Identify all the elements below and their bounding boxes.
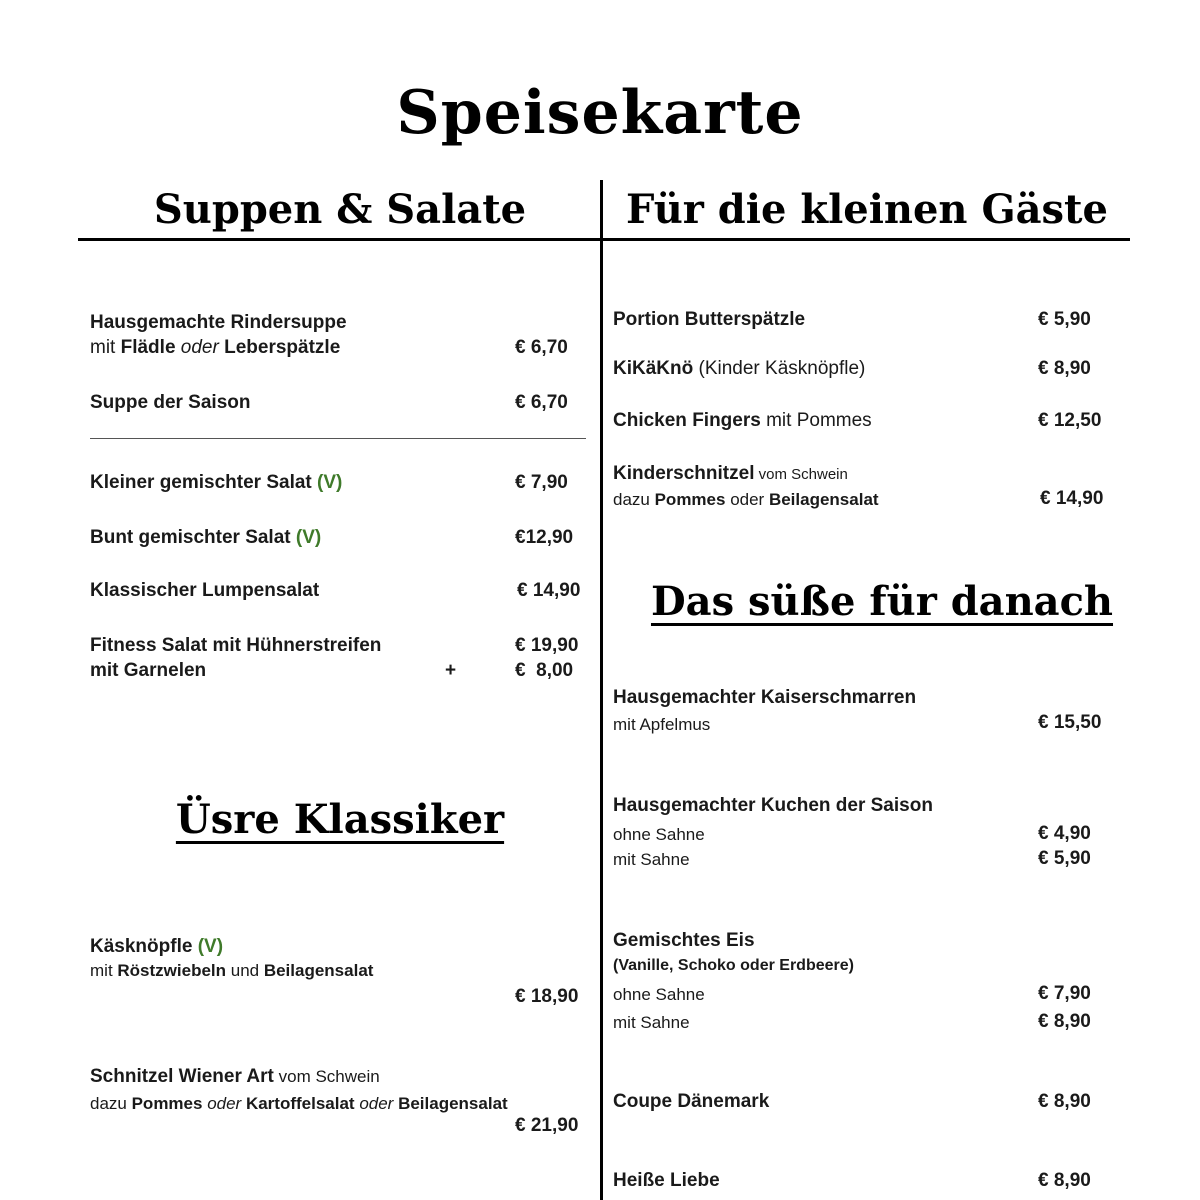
page-title: Speisekarte — [396, 78, 804, 148]
header-rule — [78, 238, 1130, 241]
menu-item-price: € 7,90 — [515, 472, 568, 493]
menu-item-price: € 4,90 — [1038, 823, 1091, 844]
menu-item-description: dazu Pommes oder Beilagensalat — [613, 490, 879, 509]
section-heading-soups-salads: Suppen & Salate — [153, 186, 527, 233]
section-heading-desserts: Das süße für danach — [650, 578, 1114, 625]
menu-item-price: € 8,90 — [1038, 358, 1091, 379]
menu-item-price: € 6,70 — [515, 337, 568, 358]
menu-item-name: Hausgemachte Rindersuppe — [90, 312, 347, 333]
veggie-tag: (V) — [295, 527, 322, 548]
menu-item-name: Hausgemachter Kaiserschmarren — [613, 687, 917, 708]
menu-item-name: Käsknöpfle (V) — [90, 936, 224, 957]
menu-item-name: Klassischer Lumpensalat — [90, 580, 320, 601]
menu-item-name: Chicken Fingers mit Pommes — [613, 410, 872, 431]
menu-item-name: Heiße Liebe — [613, 1170, 720, 1191]
menu-item-option: ohne Sahne — [613, 825, 705, 844]
menu-item-price: € 5,90 — [1038, 848, 1091, 869]
veggie-tag: (V) — [317, 472, 343, 493]
menu-item-name: Coupe Dänemark — [613, 1091, 770, 1112]
menu-item-name: Schnitzel Wiener Art vom Schwein — [90, 1066, 380, 1087]
menu-item-name: Suppe der Saison — [90, 392, 251, 413]
menu-item-price: € 8,00 — [515, 660, 574, 681]
menu-item-price: € 15,50 — [1038, 712, 1102, 733]
menu-item-description: (Vanille, Schoko oder Erdbeere) — [613, 957, 854, 974]
section-heading-classics: Üsre Klassiker — [175, 796, 505, 843]
menu-item-name: KiKäKnö (Kinder Käsknöpfle) — [613, 358, 866, 379]
menu-item-description: dazu Pommes oder Kartoffelsalat oder Beilagensalat — [90, 1094, 508, 1113]
menu-item-price: € 14,90 — [1040, 488, 1104, 509]
column-divider — [600, 180, 603, 1200]
menu-item-price: € 5,90 — [1038, 309, 1091, 330]
menu-item-name: Portion Butterspätzle — [613, 309, 806, 330]
menu-item-price: € 8,90 — [1038, 1170, 1091, 1191]
menu-item-price: € 21,90 — [515, 1115, 579, 1136]
menu-item-price: € 7,90 — [1038, 983, 1091, 1004]
menu-item-price: € 8,90 — [1038, 1011, 1091, 1032]
menu-item-name: Hausgemachter Kuchen der Saison — [613, 795, 933, 816]
menu-item-name: Kleiner gemischter Salat (V) — [90, 472, 343, 493]
menu-item-extra: mit Garnelen — [90, 660, 207, 681]
menu-item-price: € 8,90 — [1038, 1091, 1091, 1112]
menu-item-price: € 18,90 — [515, 986, 579, 1007]
menu-item-price: € 12,50 — [1038, 410, 1102, 431]
section-heading-kids: Für die kleinen Gäste — [626, 186, 1108, 233]
menu-item-option: ohne Sahne — [613, 985, 705, 1004]
menu-item-description: mit Apfelmus — [613, 715, 711, 734]
menu-item-option: mit Sahne — [613, 850, 690, 869]
menu-item-price: € 14,90 — [517, 580, 581, 601]
menu-item-option: mit Sahne — [613, 1013, 690, 1032]
menu-item-name: Kinderschnitzel vom Schwein — [613, 463, 848, 484]
menu-item-price: € 19,90 — [515, 635, 579, 656]
section-divider — [90, 438, 586, 439]
menu-item-name: Fitness Salat mit Hühnerstreifen — [90, 635, 382, 656]
veggie-tag: (V) — [197, 936, 224, 957]
menu-item-description: mit Flädle oder Leberspätzle — [90, 337, 341, 358]
menu-item-name: Bunt gemischter Salat (V) — [90, 527, 322, 548]
menu-item-price: € 6,70 — [515, 392, 568, 413]
menu-item-description: mit Röstzwiebeln und Beilagensalat — [90, 961, 374, 980]
menu-item-price: €12,90 — [515, 527, 574, 548]
menu-item-name: Gemischtes Eis — [613, 930, 755, 951]
plus-sign: + — [445, 660, 457, 681]
